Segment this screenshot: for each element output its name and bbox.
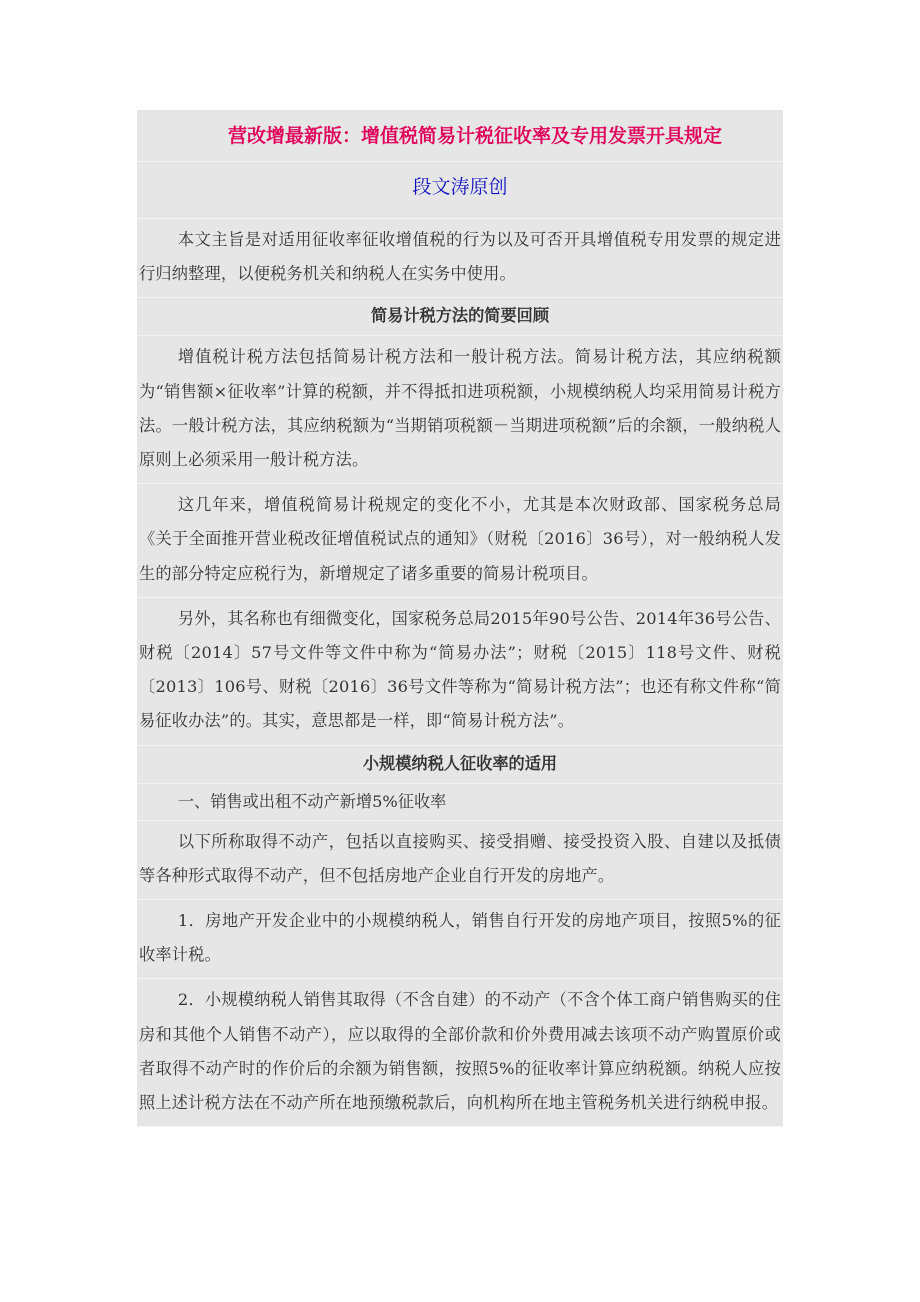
article-title: 营改增最新版：增值税简易计税征收率及专用发票开具规定 xyxy=(137,110,783,162)
article xyxy=(137,110,783,1127)
paragraph-tax-methods: 增值税计税方法包括简易计税方法和一般计税方法。简易计税方法，其应纳税额为“销售额×征收率”计算的税额，并不得抵扣进项税额，小规模纳税人均采用简易计税方法。一般计税方法，其应纳税额为“当期销项税额－当期进项税额”后的余额，一般纳税人原则上必须采用一般计税方法。 xyxy=(137,336,783,484)
section-heading-small-scale: 小规模纳税人征收率的适用 xyxy=(137,746,783,784)
paragraph-item-2: 2．小规模纳税人销售其取得（不含自建）的不动产（不含个体工商户销售购买的住房和其他个人销售不动产），应以取得的全部价款和价外费用减去该项不动产购置原价或者取得不动产时的作价后的余额为销售额，按照5%的征收率计算应纳税额。纳税人应按照上述计税方法在不动产所在地预缴税款后，向机构所在地主管税务机关进行纳税申报。 xyxy=(137,979,783,1127)
paragraph-naming: 另外，其名称也有细微变化，国家税务总局2015年90号公告、2014年36号公告、财税〔2014〕57号文件等文件中称为“简易办法”；财税〔2015〕118号文件、财税〔2013〕106号、财税〔2016〕36号文件等称为“简易计税方法”；也还有称文件称“简易征收办法”的。其实，意思都是一样，即“简易计税方法”。 xyxy=(137,598,783,746)
paragraph-acquisition: 以下所称取得不动产，包括以直接购买、接受捐赠、接受投资入股、自建以及抵债等各种形式取得不动产，但不包括房地产企业自行开发的房地产。 xyxy=(137,821,783,900)
section-heading-simple-method: 简易计税方法的简要回顾 xyxy=(137,298,783,336)
paragraph-item-1: 1．房地产开发企业中的小规模纳税人，销售自行开发的房地产项目，按照5%的征收率计税。 xyxy=(137,900,783,979)
intro-paragraph: 本文主旨是对适用征收率征收增值税的行为以及可否开具增值税专用发票的规定进行归纳整理，以便税务机关和纳税人在实务中使用。 xyxy=(137,219,783,298)
subheading-real-estate: 一、销售或出租不动产新增5%征收率 xyxy=(137,784,783,821)
paragraph-changes: 这几年来，增值税简易计税规定的变化不小，尤其是本次财政部、国家税务总局《关于全面推开营业税改征增值税试点的通知》（财税〔2016〕36号），对一般纳税人发生的部分特定应税行为，新增规定了诸多重要的简易计税项目。 xyxy=(137,484,783,598)
article-author: 段文涛原创 xyxy=(137,162,783,219)
